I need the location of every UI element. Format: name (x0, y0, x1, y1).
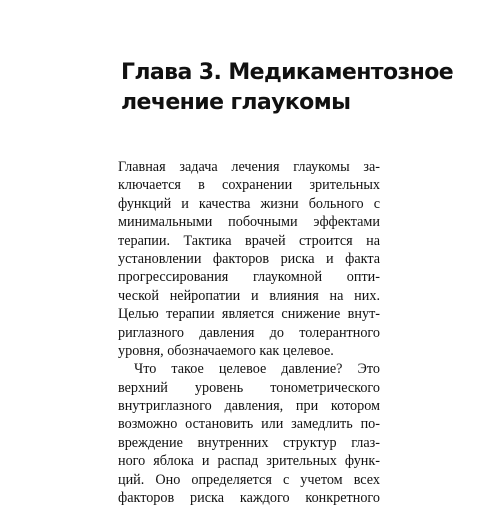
chapter-title-line-2: лечение глаукомы (121, 90, 351, 115)
text-line: функций и качества жизни больного с (118, 195, 380, 212)
text-line: ций. Оно определяется с учетом всех (118, 471, 380, 488)
text-line: верхний уровень тонометрического (118, 379, 380, 396)
text-line: ческой нейропатии и влияния на них. (118, 287, 380, 304)
text-line: минимальными побочными эффектами (118, 214, 380, 231)
text-line: риглазного давления до толерантного (118, 324, 380, 341)
chapter-title (121, 58, 454, 118)
text-line: Целью терапии является снижение внут- (118, 306, 380, 323)
text-line: уровня, обозначаемого как целевое. (118, 342, 334, 359)
chapter-title-line-1: Глава 3. Медикаментозное (121, 60, 454, 85)
text-line: возможно остановить или замедлить по- (118, 416, 380, 433)
text-line: ного яблока и распад зрительных функ- (118, 453, 380, 470)
text-line: внутриглазного давления, при котором (118, 398, 380, 415)
text-line: прогрессирования глаукомной опти- (118, 269, 380, 286)
body-text (118, 158, 380, 507)
text-line: вреждение внутренних структур глаз- (118, 434, 380, 451)
text-line: ключается в сохранении зрительных (118, 177, 380, 194)
text-line: факторов риска каждого конкретного (118, 490, 380, 507)
text-line: Главная задача лечения глаукомы за- (118, 159, 380, 175)
text-line: терапии. Тактика врачей строится на (118, 232, 380, 249)
text-line: установлении факторов риска и факта (118, 250, 380, 267)
text-line: Что такое целевое давление? Это (134, 361, 380, 378)
